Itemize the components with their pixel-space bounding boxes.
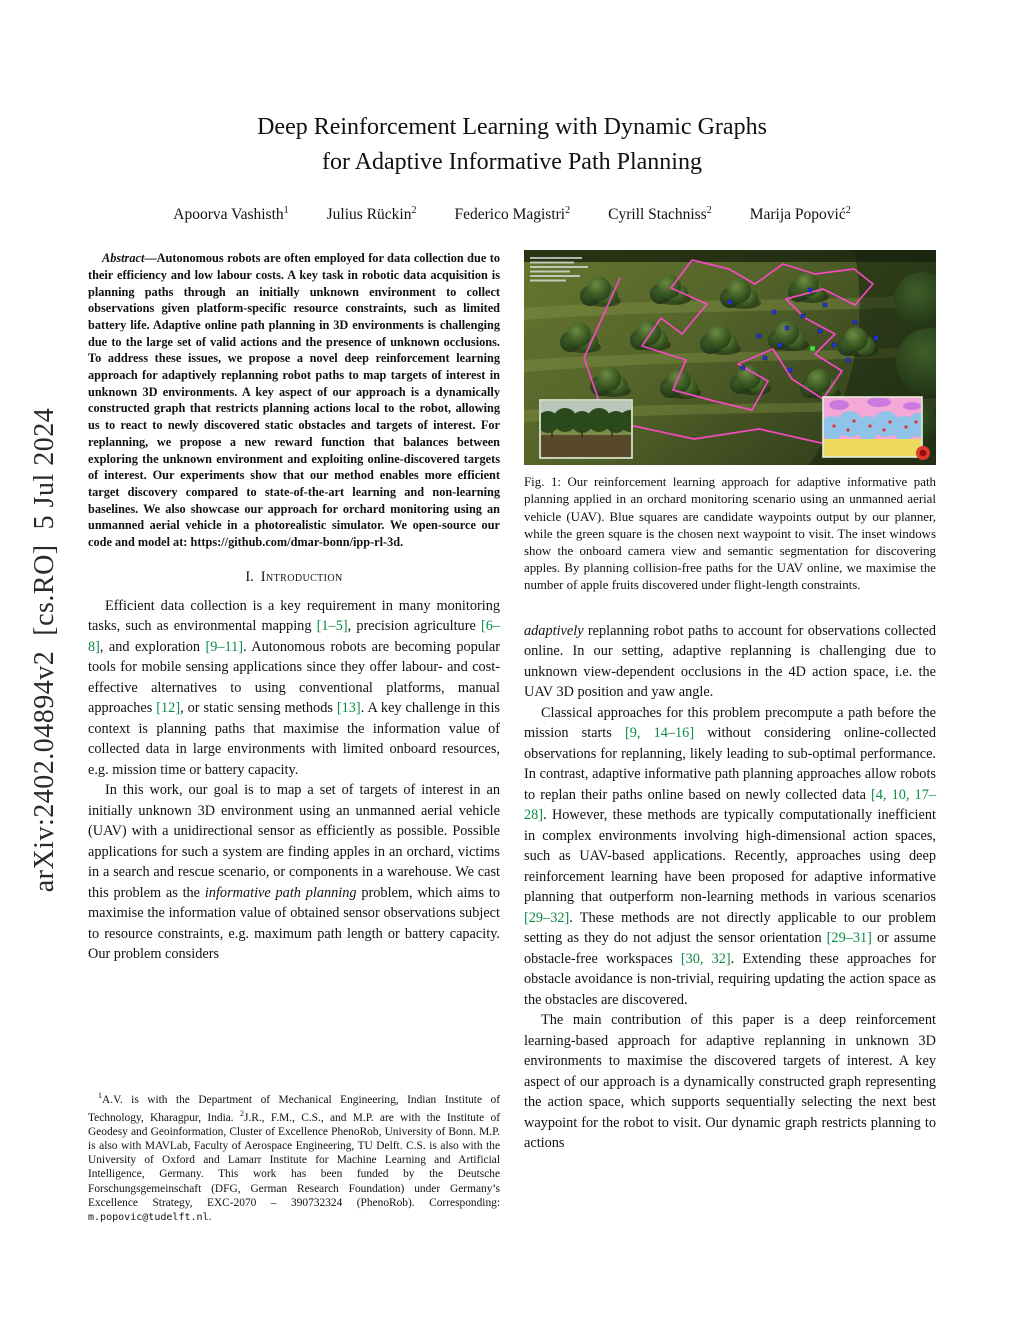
- sup-text: 1: [98, 1090, 102, 1100]
- email-link[interactable]: m.popovic@tudelft.nl: [88, 1211, 209, 1223]
- citation-link[interactable]: [12]: [156, 700, 181, 717]
- right-paragraph-2: [524, 703, 936, 1011]
- affiliation-mark: 2: [565, 205, 571, 216]
- citation-link[interactable]: [13]: [336, 700, 361, 717]
- text-run: replanning robot paths to account for observations collected online. In our setting, adaptive replanning is challenging due to unknown view-dependent occlusions in the 4D action space, i.e. the UAV 3D position and yaw angle.: [524, 622, 936, 701]
- text-run: . These methods are not directly applicable to our problem setting as they do not adjust the sensor orientation: [524, 909, 936, 947]
- record-icon: [916, 446, 930, 460]
- affiliation-footnote: [88, 1089, 500, 1225]
- text-run: , and exploration: [99, 638, 206, 655]
- arxiv-watermark: arXiv:2402.04894v2 [cs.RO] 5 Jul 2024: [29, 407, 60, 893]
- citation-link[interactable]: [1–5]: [316, 618, 348, 635]
- segmentation-inset: [820, 397, 931, 457]
- text-run: Efficient data collection is a key requirement in many monitoring tasks, such as environmental mapping: [88, 597, 500, 635]
- text-run: or assume obstacle-free workspaces: [524, 930, 936, 967]
- paper-title-line1: Deep Reinforcement Learning with Dynamic Graphs: [257, 114, 767, 140]
- author-name: Federico Magistri$^2$: [454, 205, 571, 224]
- intro-paragraph-2: [88, 780, 500, 965]
- affiliation-mark: 2: [706, 205, 712, 216]
- citation-link[interactable]: [30, 32]: [680, 950, 731, 967]
- text-run: . However, these methods are typically computationally inefficient in complex environments involving high-dimensional action spaces, such as UAV-based applications. Recently, approaches using deep reinforcement learning have been proposed for adaptive informative planning that outperform non-learning methods in various scenarios: [524, 807, 936, 906]
- text-run: —Autonomous robots are often employed for data collection due to their efficiency and low labour costs. A key task in robotic data acquisition is planning paths through an initially unknown environment to collect observations given platform-specific resource constraints, such as limited battery life. Adaptive online path planning in 3D environments is challenging due to the large set of valid actions and the presence of unknown occlusions. To address these issues, we propose a novel deep reinforcement learning approach for adaptively replanning robot paths to map targets of interest in unknown 3D environments. A key aspect of our approach is a dynamically constructed graph that restricts planning actions local to the robot, allowing us to react to newly discovered static obstacles and targets of interest. For replanning, we propose a new reward function that balances between exploring the unknown environment and exploiting online-discovered targets of interest. Our experiments show that our method enables more efficient target discovery compared to state-of-the-art learning and non-learning baselines. We also showcase our approach for orchard monitoring using an unmanned aerial vehicle in a photorealistic simulator. We open-source our code and model at:: [88, 251, 500, 550]
- italic-text: adaptively: [524, 622, 584, 639]
- citation-link[interactable]: [4, 10, 17–28]: [524, 786, 936, 824]
- text-run: .: [208, 1210, 212, 1223]
- right-paragraph-3: [524, 1010, 936, 1154]
- citation-link[interactable]: [29–32]: [524, 909, 570, 926]
- author-name: Cyrill Stachniss$^2$: [608, 205, 712, 224]
- citation-link[interactable]: [9, 14–16]: [624, 725, 695, 742]
- text-run: without considering online-collected observations for replanning, likely leading to sub-optimal performance. In contrast, adaptive informative path planning approaches allow robots to replan their paths online based on newly collected data: [524, 725, 936, 803]
- figure-1-image: [524, 250, 936, 465]
- section-heading-introduction: [88, 569, 500, 586]
- intro-paragraph-1: [88, 596, 500, 781]
- author-name: Marija Popović$^2$: [749, 205, 851, 224]
- section-title: Introduction: [260, 568, 343, 585]
- text-run: . Extending these approaches for obstacle avoidance is non-trivial, requiring updating the action space as the obstacles are discovered.: [524, 950, 937, 1008]
- text-run: .: [400, 535, 404, 550]
- camera-inset: [537, 400, 641, 458]
- text-run: The main contribution of this paper is a deep reinforcement learning-based approach for adaptive replanning in unknown 3D environments to maximise the discovered targets of interest. A key aspect of our approach is a dynamically constructed graph representing the action space, which supports sequentially selecting the next best waypoint for the robot to visit. Our dynamic graph restricts planning to actions: [524, 1012, 936, 1152]
- right-paragraph-1: [524, 621, 936, 703]
- text-run: J.R., F.M., C.S., and M.P. are with the Institute of Geodesy and Geoinformation, Cluster of Excellence PhenoRob, University of Bonn. M.P. is also with MAVLab, Faculty of Aerospace Engineering, TU Delft. C.S. is also with the University of Oxford and Lamarr Institute for Machine Learning and Artificial Intelligence, Germany. This work has been funded by the Deutsche Forschungsgemeinschaft (DFG, German Research Foundation) under Germany’s Excellence Strategy, EXC-2070 – 390732324 (PhenoRob). Corresponding:: [88, 1111, 500, 1209]
- italic-text: informative path planning: [204, 884, 357, 901]
- figure-1-caption: Fig. 1: Our reinforcement learning approach for adaptive informative path planning applied in an orchard monitoring scenario using an unmanned aerial vehicle (UAV). Blue squares are candidate waypoints output by our planner, while the green square is the chosen next waypoint to visit. The inset windows show the onboard camera view and semantic segmentation for discovering apples. By planning collision-free paths for the UAV online, we maximise the number of apple fruits discovered under flight-length constraints.: [524, 475, 936, 593]
- text-run: In this work, our goal is to map a set of targets of interest in an initially unknown 3D environment using an unmanned aerial vehicle (UAV) with a unidirectional sensor as efficiently as possible. Possible applications for such a system are finding apples in an orchard, victims in a search and rescue scenario, or components in a warehouse. We cast this problem as the: [88, 782, 500, 901]
- paper-header: [0, 0, 1024, 224]
- author-name: Apoorva Vashisth$^1$: [173, 205, 289, 224]
- text-run: . A key challenge in this context is planning paths that maximise the information value of collected data in large environments with limited onboard resources, e.g. mission time or battery capacity.: [88, 700, 500, 778]
- citation-link[interactable]: [6–8]: [88, 618, 501, 655]
- text-run: , or static sensing methods: [180, 700, 337, 717]
- paper-title: [0, 110, 1024, 180]
- right-column: [524, 250, 936, 1225]
- authors-row: [0, 205, 1024, 224]
- repo-link[interactable]: https://github.com/dmar-bonn/ipp-rl-3d: [190, 535, 401, 550]
- two-column-body: [0, 250, 1024, 1225]
- text-run: Classical approaches for this problem precompute a path before the mission starts: [524, 704, 936, 742]
- sup-text: 2: [239, 1108, 244, 1118]
- text-run: problem, which aims to maximise the information value of obtained sensor observations subject to resource constraints, e.g. maximum path length or battery capacity. Our problem considers: [88, 884, 500, 963]
- paper-title-line2: for Adaptive Informative Path Planning: [322, 149, 702, 175]
- affiliation-mark: 2: [411, 205, 417, 216]
- figure-1: [524, 250, 936, 594]
- author-name: Julius Rückin$^2$: [326, 205, 417, 224]
- text-run: , precision agriculture: [347, 618, 481, 635]
- citation-link[interactable]: [9–11]: [205, 638, 244, 655]
- citation-link[interactable]: [29–31]: [826, 930, 872, 947]
- text-run: A.V. is with the Department of Mechanical Engineering, Indian Institute of Technology, Kharagpur, India.: [88, 1093, 500, 1124]
- affiliation-mark: 2: [845, 205, 851, 216]
- chosen-waypoint: [810, 346, 815, 351]
- left-column: [88, 250, 500, 1225]
- lead-text: Abstract: [102, 251, 145, 266]
- text-run: . Autonomous robots are becoming popular tools for mobile sensing applications since they offer labour- and cost-effective alternatives to using conventional platforms, manual approaches: [88, 638, 500, 717]
- abstract: [88, 250, 500, 551]
- affiliation-mark: 1: [283, 205, 289, 216]
- section-number: I.: [245, 568, 254, 585]
